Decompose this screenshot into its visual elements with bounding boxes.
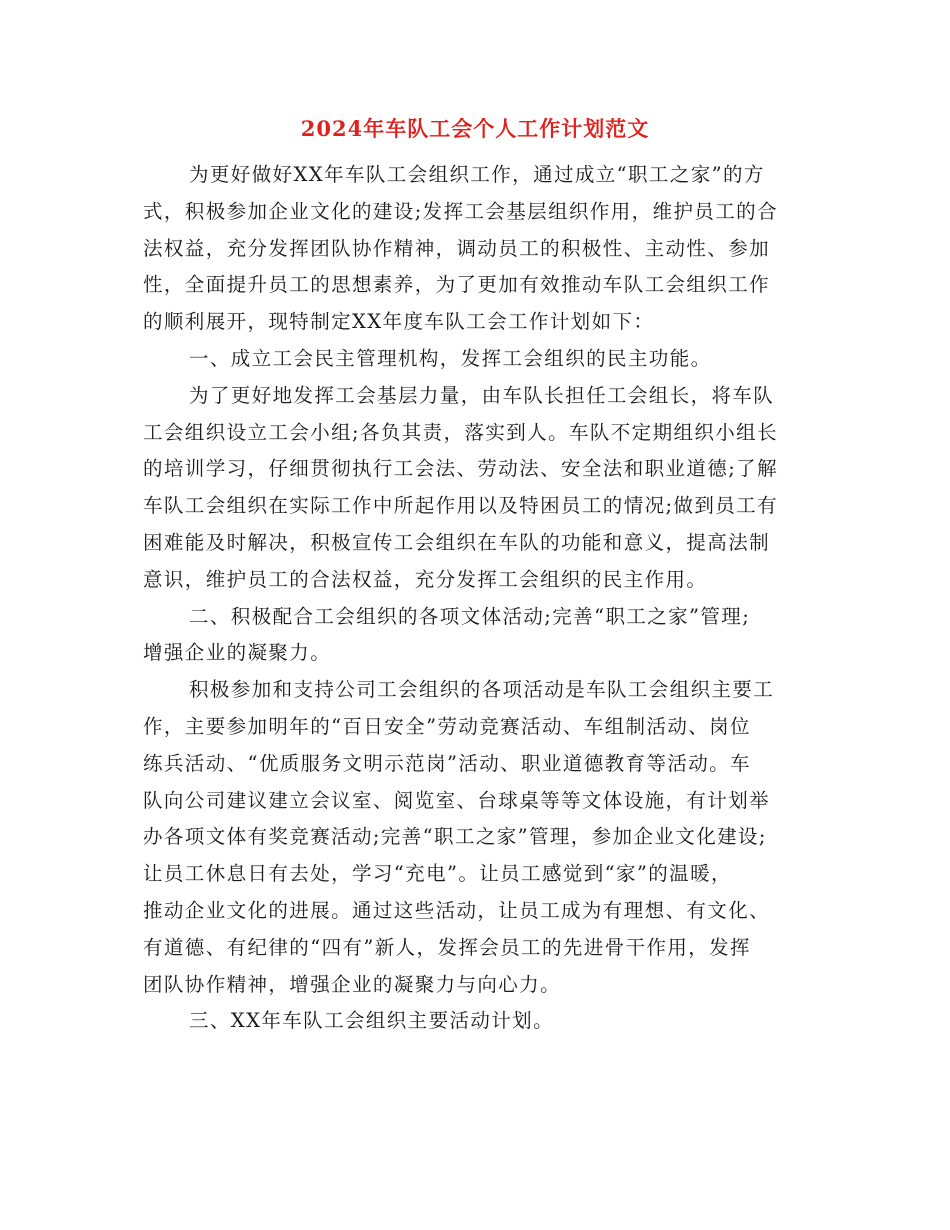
- body-line: 让员工休息日有去处，学习“充电”。让员工感觉到“家”的温暖，: [143, 862, 732, 886]
- body-line: 二、积极配合工会组织的各项文体活动;完善“职工之家”管理;: [189, 604, 751, 628]
- body-line: 推动企业文化的进展。通过这些活动，让员工成为有理想、有文化、: [143, 898, 771, 922]
- body-line: 法权益，充分发挥团队协作精神，调动员工的积极性、主动性、参加: [143, 236, 771, 260]
- body-line: 的培训学习，仔细贯彻执行工会法、劳动法、安全法和职业道德;了解: [143, 457, 778, 481]
- body-line: 车队工会组织在实际工作中所起作用以及特困员工的情况;做到员工有: [143, 494, 778, 518]
- body-line: 的顺利展开，现特制定XX年度车队工会工作计划如下：: [143, 310, 655, 334]
- body-line: 团队协作精神，增强企业的凝聚力与向心力。: [143, 972, 562, 996]
- body-line: 一、成立工会民主管理机构，发挥工会组织的民主功能。: [189, 346, 712, 370]
- body-line: 式，积极参加企业文化的建设;发挥工会基层组织作用，维护员工的合: [143, 199, 778, 223]
- body-line: 积极参加和支持公司工会组织的各项活动是车队工会组织主要工: [189, 678, 775, 702]
- body-line: 增强企业的凝聚力。: [143, 641, 332, 665]
- body-line: 工会组织设立工会小组;各负其责，落实到人。车队不定期组织小组长: [143, 420, 778, 444]
- body-line: 困难能及时解决，积极宣传工会组织在车队的功能和意义，提高法制: [143, 530, 771, 554]
- body-line: 有道德、有纪律的“四有”新人，发挥会员工的先进骨干作用，发挥: [143, 935, 751, 959]
- body-line: 办各项文体有奖竞赛活动;完善“职工之家”管理，参加企业文化建设;: [143, 825, 767, 849]
- body-line: 三、XX年车队工会组织主要活动计划。: [189, 1009, 554, 1033]
- body-line: 性，全面提升员工的思想素养，为了更加有效推动车队工会组织工作: [143, 273, 771, 297]
- body-line: 队向公司建议建立会议室、阅览室、台球桌等等文体设施，有计划举: [143, 788, 771, 812]
- body-line: 作，主要参加明年的“百日安全”劳动竞赛活动、车组制活动、岗位: [143, 714, 751, 738]
- body-line: 为了更好地发挥工会基层力量，由车队长担任工会组长，将车队: [189, 383, 775, 407]
- document-title: 2024年车队工会个人工作计划范文: [300, 116, 650, 141]
- body-line: 为更好做好XX年车队工会组织工作，通过成立“职工之家”的方: [189, 163, 765, 186]
- document-body: [143, 157, 813, 1040]
- body-line: 练兵活动、“优质服务文明示范岗”活动、职业道德教育等活动。车: [143, 751, 751, 775]
- body-line: 意识，维护员工的合法权益，充分发挥工会组织的民主作用。: [143, 567, 708, 591]
